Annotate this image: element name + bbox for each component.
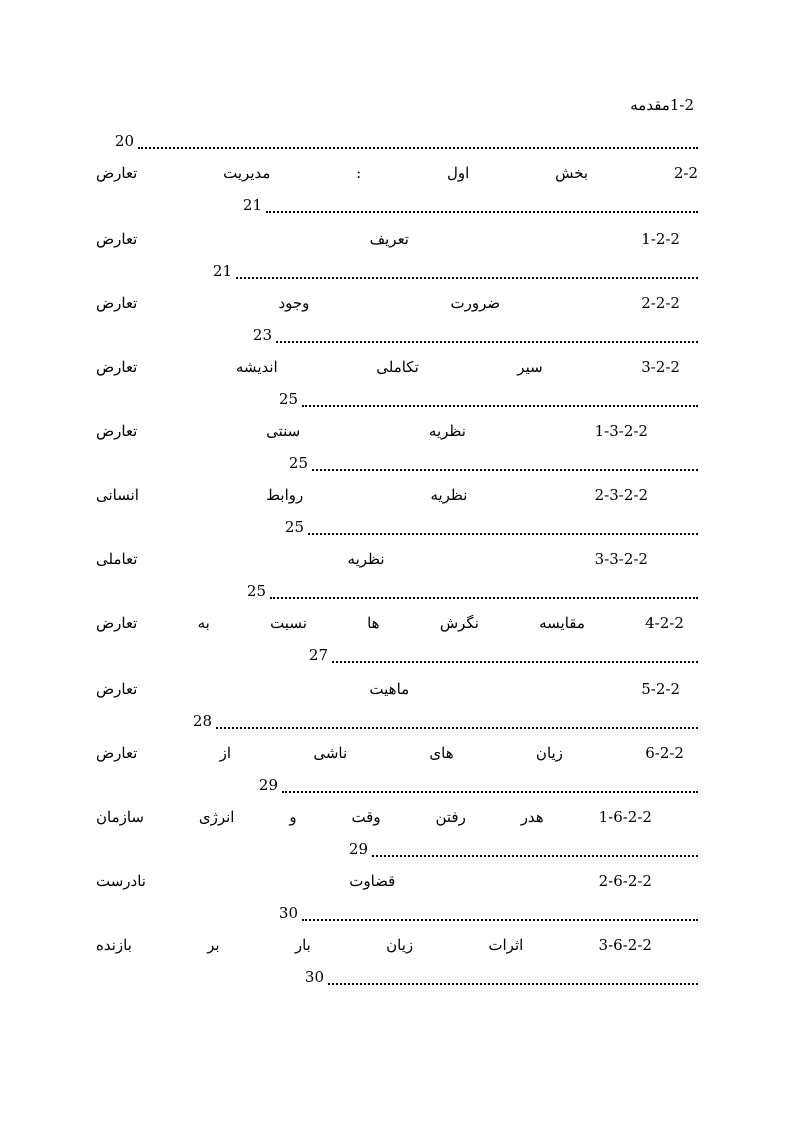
title-word: نظریه bbox=[347, 550, 385, 568]
toc-entry-title bbox=[96, 870, 698, 892]
title-word: رفتن bbox=[435, 808, 466, 826]
toc-entry[interactable] bbox=[96, 870, 698, 934]
dot-leader bbox=[308, 519, 698, 535]
dots-line bbox=[349, 838, 698, 860]
title-word: تعارض bbox=[96, 358, 138, 376]
toc-entry-title bbox=[96, 548, 698, 570]
dot-leader bbox=[138, 133, 698, 149]
toc-entry[interactable] bbox=[96, 806, 698, 870]
title-word: تعاملی bbox=[96, 550, 138, 568]
title-word: به bbox=[197, 614, 210, 632]
first-dots-line bbox=[115, 130, 698, 152]
title-word: بخش bbox=[555, 164, 589, 182]
section-number: 3-2-2 bbox=[641, 358, 680, 376]
title-word: زیان bbox=[535, 744, 563, 762]
dots-line bbox=[253, 324, 698, 346]
title-word: تعارض bbox=[96, 680, 138, 698]
dots-line bbox=[193, 710, 698, 732]
title-word: سازمان bbox=[96, 808, 145, 826]
page-number: 25 bbox=[246, 582, 266, 600]
toc-entry-title bbox=[96, 420, 698, 442]
dot-leader bbox=[270, 583, 698, 599]
title-word: های bbox=[429, 744, 454, 762]
title-word: نادرست bbox=[96, 872, 146, 890]
toc-entry[interactable] bbox=[96, 162, 698, 226]
title-word: نظریه bbox=[430, 486, 468, 504]
dot-leader bbox=[236, 263, 698, 279]
toc-entry-title bbox=[96, 934, 698, 956]
toc-entry-title bbox=[96, 484, 698, 506]
dots-line bbox=[213, 260, 698, 282]
page-number: 23 bbox=[252, 326, 272, 344]
title-word: انسانی bbox=[96, 486, 139, 504]
title-word: بار bbox=[294, 936, 311, 954]
section-number: 2-2 bbox=[673, 164, 698, 182]
page-number: 21 bbox=[212, 262, 232, 280]
title-word: از bbox=[219, 744, 232, 762]
toc-entry[interactable] bbox=[96, 742, 698, 806]
section-number: 6-2-2 bbox=[645, 744, 684, 762]
title-word: ناشی bbox=[313, 744, 348, 762]
toc-entry-title bbox=[96, 356, 698, 378]
dots-line bbox=[279, 388, 698, 410]
dot-leader bbox=[332, 647, 698, 663]
toc-entry[interactable] bbox=[96, 934, 698, 998]
section-number: 3-3-2-2 bbox=[594, 550, 648, 568]
title-word: نسبت bbox=[270, 614, 307, 632]
title-word: اثرات bbox=[488, 936, 524, 954]
page-number: 30 bbox=[304, 968, 324, 986]
dots-line bbox=[259, 774, 698, 796]
page-number: 20 bbox=[114, 132, 134, 150]
title-word: تعارض bbox=[96, 294, 138, 312]
page-number: 28 bbox=[192, 712, 212, 730]
page-number: 25 bbox=[288, 454, 308, 472]
dot-leader bbox=[282, 777, 698, 793]
toc-entry[interactable] bbox=[96, 356, 698, 420]
title-word: ها bbox=[367, 614, 380, 632]
title-word: تعارض bbox=[96, 164, 138, 182]
title-word: تعارض bbox=[96, 614, 138, 632]
title-word: تعریف bbox=[369, 230, 409, 248]
toc-entry-title bbox=[96, 806, 698, 828]
title-word: تعارض bbox=[96, 422, 138, 440]
dots-line bbox=[243, 194, 698, 216]
title-word: اندیشه bbox=[235, 358, 278, 376]
title-word: تعارض bbox=[96, 230, 138, 248]
title-word: مدیریت bbox=[223, 164, 271, 182]
toc-entry-title bbox=[96, 292, 698, 314]
toc-entry-title bbox=[96, 742, 698, 764]
page-number: 21 bbox=[242, 196, 262, 214]
toc-entry-title bbox=[96, 678, 698, 700]
toc-entry[interactable] bbox=[96, 228, 698, 292]
dot-leader bbox=[276, 327, 698, 343]
page-number: 25 bbox=[284, 518, 304, 536]
title-word: قضاوت bbox=[349, 872, 396, 890]
title-word: تعارض bbox=[96, 744, 138, 762]
section-number: 2-3-2-2 bbox=[594, 486, 648, 504]
title-word: انرژی bbox=[198, 808, 235, 826]
section-number: 1-2-2 bbox=[641, 230, 680, 248]
title-word: بر bbox=[207, 936, 220, 954]
page-number: 29 bbox=[258, 776, 278, 794]
dot-leader bbox=[266, 197, 698, 213]
dot-leader bbox=[302, 905, 698, 921]
section-number: 2-6-2-2 bbox=[598, 872, 652, 890]
toc-entry[interactable] bbox=[96, 420, 698, 484]
title-word: وجود bbox=[278, 294, 310, 312]
dot-leader bbox=[372, 841, 698, 857]
title-word: زیان bbox=[386, 936, 414, 954]
title-word: ضرورت bbox=[450, 294, 501, 312]
dots-line bbox=[279, 902, 698, 924]
section-number: 4-2-2 bbox=[645, 614, 684, 632]
dots-line bbox=[309, 644, 698, 666]
toc-entry[interactable] bbox=[96, 484, 698, 548]
toc-entry[interactable] bbox=[96, 292, 698, 356]
toc-entry-title bbox=[96, 228, 698, 250]
dots-line bbox=[285, 516, 698, 538]
title-word: تکاملی bbox=[376, 358, 419, 376]
section-number: 2-2-2 bbox=[641, 294, 680, 312]
toc-entry[interactable] bbox=[96, 548, 698, 612]
title-word: نگرش bbox=[439, 614, 479, 632]
page-number: 25 bbox=[278, 390, 298, 408]
dot-leader bbox=[216, 713, 698, 729]
title-word: اول bbox=[447, 164, 470, 182]
toc-entry-title bbox=[96, 612, 698, 634]
title-word: روابط bbox=[266, 486, 304, 504]
toc-entry[interactable] bbox=[96, 678, 698, 742]
section-number: 3-6-2-2 bbox=[598, 936, 652, 954]
toc-entry[interactable] bbox=[96, 612, 698, 676]
title-word: ماهیت bbox=[369, 680, 410, 698]
toc-entry-title bbox=[96, 162, 698, 184]
dots-line bbox=[305, 966, 698, 988]
title-word: نظریه bbox=[428, 422, 466, 440]
title-word: مقایسه bbox=[539, 614, 585, 632]
page-number: 30 bbox=[278, 904, 298, 922]
title-word: و bbox=[289, 808, 297, 826]
section-number: 1-6-2-2 bbox=[598, 808, 652, 826]
section-heading: 1-2مقدمه bbox=[630, 96, 694, 114]
dots-line bbox=[289, 452, 698, 474]
title-word: سنتی bbox=[266, 422, 301, 440]
title-word: وقت bbox=[351, 808, 381, 826]
section-number: 5-2-2 bbox=[641, 680, 680, 698]
title-word: : bbox=[356, 164, 362, 182]
section-number: 1-3-2-2 bbox=[594, 422, 648, 440]
dot-leader bbox=[312, 455, 698, 471]
title-word: سیر bbox=[517, 358, 543, 376]
page-number: 27 bbox=[308, 646, 328, 664]
dots-line bbox=[247, 580, 698, 602]
title-word: بازنده bbox=[96, 936, 132, 954]
title-word: هدر bbox=[520, 808, 544, 826]
dot-leader bbox=[302, 391, 698, 407]
page-number: 29 bbox=[348, 840, 368, 858]
dot-leader bbox=[328, 969, 698, 985]
